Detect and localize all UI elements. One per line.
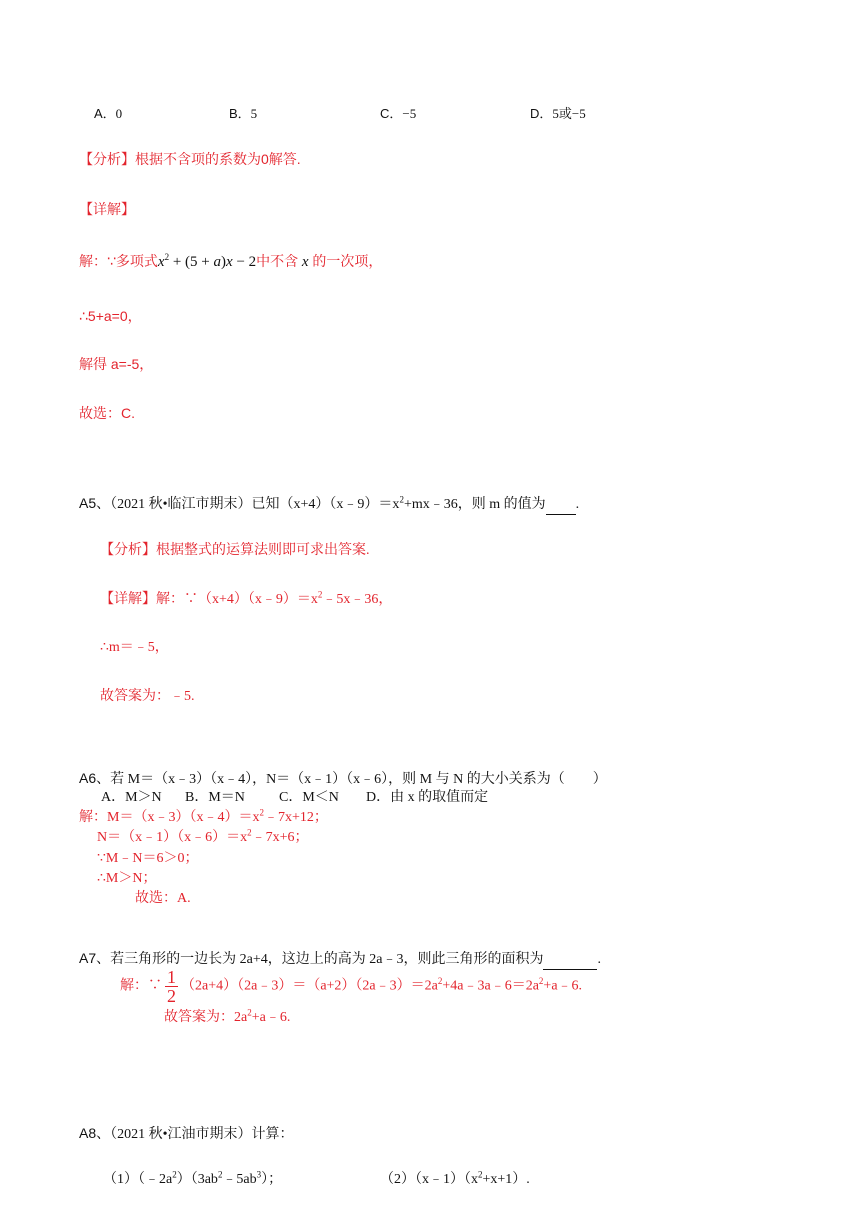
q5-stem: A5、（2021 秋•临江市期末）已知$(x+4)(x﹣9)=x^2+mx﹣36$，则 m 的值为 . xyxy=(79,495,579,515)
answer-blank xyxy=(546,497,576,515)
q6-option-c: C．M＜N xyxy=(279,790,339,805)
q5-answer: 故答案为：﹣5. xyxy=(100,689,195,704)
option-d: D．5或−5 xyxy=(530,106,586,121)
q5-source: （2021 秋•临江市期末） xyxy=(110,497,252,512)
q4-step-2: ∴5+a=0， xyxy=(79,308,142,324)
q5-analysis: 【分析】根据整式的运算法则即可求出答案. xyxy=(100,543,370,558)
q4-detail-header: 【详解】 xyxy=(79,201,135,217)
q4-step-1-prefix: 解：∵多项式 xyxy=(79,253,158,269)
q7-solution: 解：∵ $\frac{1}{2}$ $(2a+4)(2a﹣3)=(a+2)(2a﹣3)=2a^2+4a﹣3a﹣6=2a^2+a﹣6$. xyxy=(120,967,583,1006)
option-a: A．0 xyxy=(94,106,123,121)
q6-stem: A6、若 M＝（x﹣3）（x﹣4），N＝（x﹣1）（x﹣6），则 M 与 N 的大小关系为（ ） xyxy=(79,770,607,787)
q7-stem: A7、若三角形的一边长为 2a+4，这边上的高为 2a﹣3，则此三角形的面积为 . xyxy=(79,950,601,970)
q4-step-3: 解得 a=-5， xyxy=(79,356,154,372)
q8-number: A8、 xyxy=(79,1125,111,1141)
q4-answer: 故选：C. xyxy=(79,405,135,421)
q5-detail: 【详解】解：$\because(x+4)(x﹣9)=x^2﹣5x﹣36$， xyxy=(100,589,393,607)
q4-step-1: 解：∵多项式$x^2 + (5 + a)x - 2$中不含 x 的一次项， xyxy=(79,252,383,270)
q4-polynomial: $x^2 + (5 + a)x - 2$ xyxy=(157,252,257,270)
option-b: B．5 xyxy=(229,106,258,121)
q6-option-a: A．M＞N xyxy=(101,790,162,805)
q6-solution-3: ∵M﹣N＝6＞0； xyxy=(97,851,199,866)
q5-number: A5、 xyxy=(79,495,111,511)
q4-analysis: 【分析】根据不含项的系数为0解答. xyxy=(79,151,301,167)
fraction-one-half: $\frac{1}{2}$ xyxy=(167,967,176,1006)
q6-number: A6、 xyxy=(79,770,111,786)
q4-step-1-mid: 中不含 xyxy=(256,253,299,269)
q6-solution-2: $N=(x﹣1)(x﹣6)=x^2﹣7x+6$； xyxy=(97,827,309,845)
q8-part-1: $(1)(﹣2a^2)(3ab^2﹣5ab^3)$； xyxy=(103,1169,283,1187)
q6-option-d: D．由 x 的取值而定 xyxy=(366,790,489,805)
q8-stem: A8、（2021 秋•江油市期末）计算： xyxy=(79,1125,294,1142)
q7-answer: 故答案为：$2a^2+a﹣6$. xyxy=(164,1007,291,1025)
q7-number: A7、 xyxy=(79,950,111,966)
q8-part-2: $(2)(x﹣1)(x^2+x+1)$. xyxy=(380,1169,530,1187)
q6-answer: 故选：A. xyxy=(135,891,191,906)
q5-step-2: ∴m＝﹣5， xyxy=(100,640,169,655)
q6-solution-4: ∴M＞N； xyxy=(97,871,157,886)
q6-option-b: B．M＝N xyxy=(185,790,245,805)
option-c: C．−5 xyxy=(380,106,417,121)
q6-solution-1: 解：$M=(x﹣3)(x﹣4)=x^2﹣7x+12$； xyxy=(79,807,328,825)
q4-step-1-suffix: 的一次项， xyxy=(312,253,383,269)
